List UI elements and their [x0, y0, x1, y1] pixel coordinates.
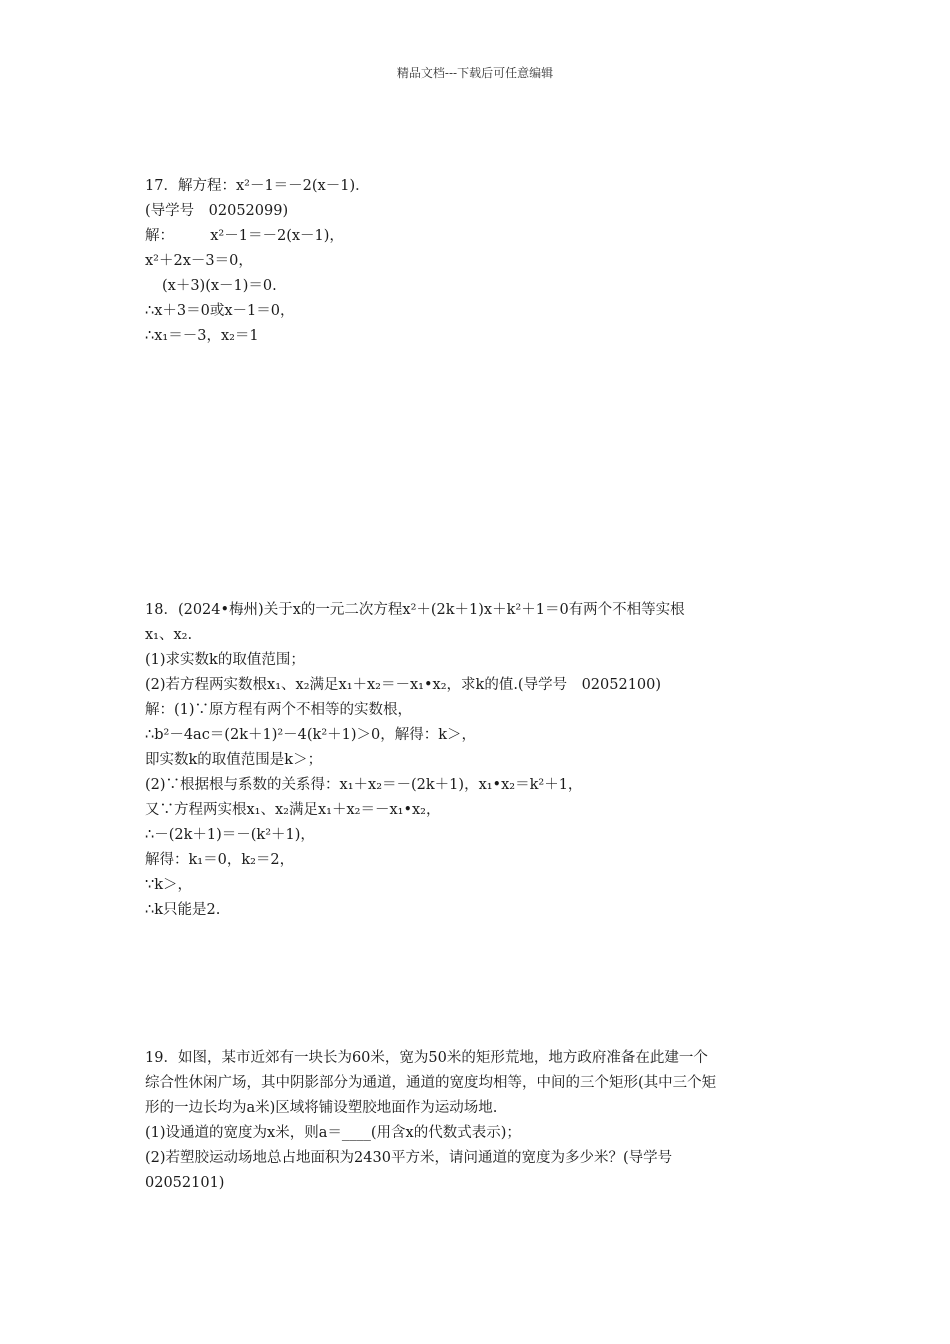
q19-line-5: (2)若塑胶运动场地总占地面积为2430平方米，请问通道的宽度为多少米？(导学号 — [145, 1150, 673, 1166]
q17-line-4: x²＋2x－3＝0， — [145, 253, 253, 269]
q18-line-9: 又∵方程两实根x₁、x₂满足x₁＋x₂＝－x₁•x₂， — [145, 802, 441, 818]
q17-line-7: ∴x₁＝－3，x₂＝1 — [145, 328, 259, 344]
q18-line-2: x₁、x₂. — [145, 627, 193, 643]
question-19 — [145, 1046, 815, 1196]
q18-line-1: 18．(2024•梅州)关于x的一元二次方程x²＋(2k＋1)x＋k²＋1＝0有两个不相等实根 — [145, 602, 685, 618]
page-header: 精品文档---下载后可任意编辑 — [396, 66, 554, 80]
question-18 — [145, 598, 815, 923]
q17-line-6: ∴x＋3＝0或x－1＝0， — [145, 303, 295, 319]
q17-line-1: 17．解方程：x²－1＝－2(x－1)． — [145, 178, 370, 194]
q18-line-4: (2)若方程两实数根x₁、x₂满足x₁＋x₂＝－x₁•x₂，求k的值.(导学号 02052100) — [145, 677, 662, 693]
q18-line-3: (1)求实数k的取值范围； — [145, 652, 305, 668]
q19-line-6: 02052101) — [145, 1175, 225, 1191]
q19-line-2: 综合性休闲广场，其中阴影部分为通道，通道的宽度均相等，中间的三个矩形(其中三个矩 — [145, 1075, 717, 1091]
q17-line-2: (导学号 02052099) — [145, 203, 289, 219]
q18-line-12: ∵k＞， — [145, 877, 193, 893]
q18-line-10: ∴－(2k＋1)＝－(k²＋1)， — [145, 827, 315, 843]
q18-line-5: 解：(1)∵原方程有两个不相等的实数根， — [145, 702, 413, 718]
q17-line-3: 解： x²－1＝－2(x－1)， — [145, 228, 344, 244]
q19-line-4: (1)设通道的宽度为x米，则a＝____(用含x的代数式表示)； — [145, 1125, 521, 1141]
q18-line-8: (2)∵根据根与系数的关系得：x₁＋x₂＝－(2k＋1)，x₁•x₂＝k²＋1， — [145, 777, 583, 793]
q19-line-1: 19．如图，某市近郊有一块长为60米，宽为50米的矩形荒地，地方政府准备在此建一个 — [145, 1050, 708, 1066]
q17-line-5: (x＋3)(x－1)＝0. — [162, 278, 277, 294]
q19-line-3: 形的一边长均为a米)区域将铺设塑胶地面作为运动场地. — [145, 1100, 498, 1116]
question-17 — [145, 174, 815, 349]
q18-line-6: ∴b²－4ac＝(2k＋1)²－4(k²＋1)＞0，解得：k＞， — [145, 727, 477, 743]
q18-line-7: 即实数k的取值范围是k＞； — [145, 752, 323, 768]
q18-line-11: 解得：k₁＝0，k₂＝2， — [145, 852, 295, 868]
q18-line-13: ∴k只能是2. — [145, 902, 221, 918]
